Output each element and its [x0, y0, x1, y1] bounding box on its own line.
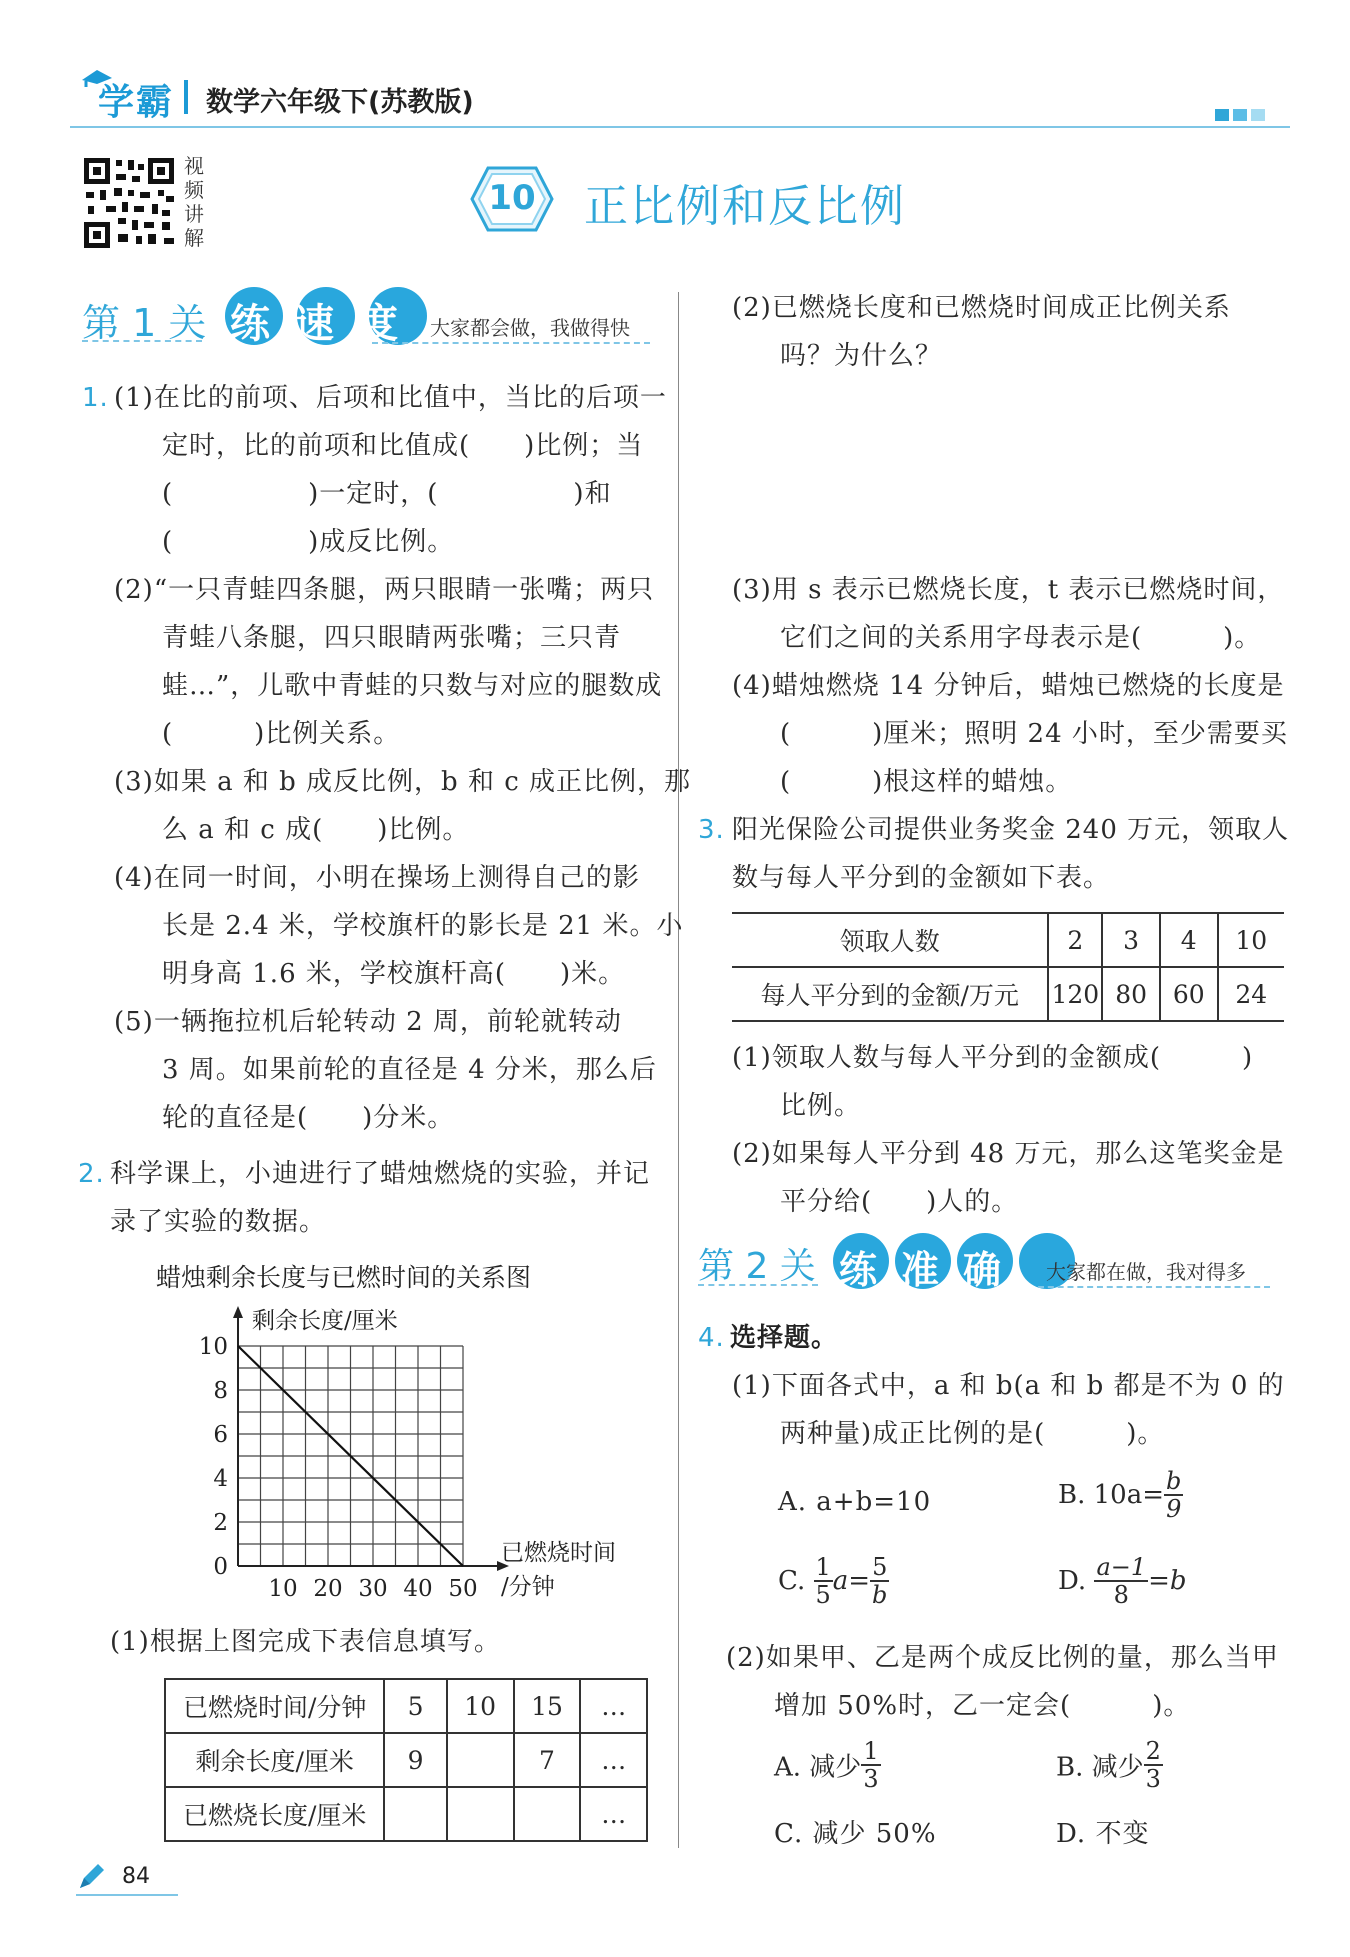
- level1-slogan: 大家都会做，我做得快: [430, 316, 630, 340]
- fraction-numerator: b: [1166, 1467, 1182, 1495]
- x-tick-label: 30: [358, 1576, 388, 1602]
- q3-intro-line: 数与每人平分到的金额如下表。: [732, 863, 1111, 893]
- book-title: 数学六年级下(苏教版): [206, 87, 474, 118]
- level1-name: 练速度: [230, 301, 422, 347]
- x-tick-label: 10: [268, 1576, 298, 1602]
- q4-sub1-line: (1)下面各式中，a 和 b(a 和 b 都是不为 0 的: [732, 1371, 1285, 1401]
- q2-intro-line: 录了实验的数据。: [110, 1207, 327, 1237]
- q3-sub1-line: (1)领取人数与每人平分到的金额成( ): [732, 1043, 1254, 1073]
- table-cell: 10: [447, 1679, 514, 1733]
- unit-title: 正比例和反比例: [584, 181, 906, 232]
- level2-name: 练准确率: [839, 1248, 1026, 1347]
- header-underline: [70, 126, 1290, 128]
- pencil-icon: [76, 1862, 106, 1892]
- fraction-denominator: b: [872, 1581, 888, 1609]
- q4-number: 4.: [698, 1323, 725, 1353]
- q2-sub3-line: 它们之间的关系用字母表示是( )。: [780, 623, 1262, 653]
- level1-badge: [222, 286, 458, 346]
- table-cell: 9: [384, 1733, 446, 1787]
- y-tick-label: 8: [213, 1378, 228, 1404]
- option-d-prefix: D.: [1058, 1566, 1087, 1596]
- q3-sub2-line: 平分给( )人的。: [780, 1187, 1019, 1217]
- q2-sub2-line: 吗？为什么？: [780, 341, 943, 371]
- column-divider: [678, 292, 679, 1848]
- table-cell: 5: [384, 1679, 446, 1733]
- table-cell: 120: [1048, 967, 1102, 1021]
- q1-p5-line: (5)一辆拖拉机后轮转动 2 周，前轮就转动: [114, 1007, 622, 1037]
- q4-option-b: [1058, 1468, 1183, 1522]
- fraction-numerator: 1: [815, 1553, 831, 1581]
- q1-p2-line: 蛙…”，儿歌中青蛙的只数与对应的腿数成: [162, 671, 663, 701]
- table-cell: [514, 1787, 581, 1841]
- table-cell: [447, 1787, 514, 1841]
- q2-sub3-line: (3)用 s 表示已燃烧长度，t 表示已燃烧时间，: [732, 575, 1285, 605]
- q1-p3-line: 么 a 和 c 成( )比例。: [162, 815, 470, 845]
- table-cell: …: [580, 1787, 647, 1841]
- q4-title: 选择题。: [730, 1323, 839, 1353]
- q4-option2-d: D. 不变: [1056, 1819, 1150, 1849]
- q1-p1-line: ( )一定时，( )和: [162, 479, 612, 509]
- x-axis-label: 已燃烧时间: [501, 1540, 616, 1566]
- q4-sub1-line: 两种量)成正比例的是( )。: [780, 1419, 1165, 1449]
- table-cell: [447, 1733, 514, 1787]
- level1-header: [82, 286, 662, 352]
- q1-p1-line: ( )成反比例。: [162, 527, 455, 557]
- table-row: [165, 1679, 647, 1733]
- q4-sub2-line: (2)如果甲、乙是两个成反比例的量，那么当甲: [726, 1643, 1279, 1673]
- table-cell: …: [580, 1679, 647, 1733]
- table-row: [165, 1733, 647, 1787]
- fraction-denominator: 5: [815, 1581, 831, 1609]
- fraction-denominator: 8: [1113, 1581, 1129, 1609]
- q1-number: 1.: [82, 383, 109, 413]
- qr-caption: [184, 154, 210, 250]
- q4-option-c: [778, 1554, 889, 1608]
- footer-underline: [76, 1894, 178, 1896]
- q1-p5-line: 轮的直径是( )分米。: [162, 1103, 455, 1133]
- q4-option2-a: [774, 1738, 881, 1792]
- option-a-prefix: A. 减少: [774, 1752, 862, 1783]
- table-cell: 每人平分到的金额/万元: [732, 967, 1048, 1021]
- table-row: [732, 913, 1284, 967]
- q4-option2-b: [1056, 1738, 1163, 1792]
- q1-p1-line: (1)在比的前项、后项和比值中，当比的后项一: [114, 383, 667, 413]
- table-cell: 已燃烧长度/厘米: [165, 1787, 384, 1841]
- y-axis-label: 剩余长度/厘米: [252, 1308, 398, 1334]
- table-row: [732, 967, 1284, 1021]
- q2-number: 2.: [78, 1159, 105, 1189]
- fraction-denominator: 9: [1166, 1495, 1182, 1523]
- x-tick-label: 50: [448, 1576, 478, 1602]
- option-d-post: =b: [1148, 1566, 1187, 1596]
- header-divider: [184, 80, 188, 114]
- level1-prefix-underline: [82, 340, 202, 342]
- table-cell: 15: [514, 1679, 581, 1733]
- x-axis-label-unit: /分钟: [501, 1574, 555, 1600]
- y-tick-label: 4: [213, 1466, 228, 1492]
- q1-p5-line: 3 周。如果前轮的直径是 4 分米，那么后: [162, 1055, 657, 1085]
- level2-badge: [832, 1232, 1076, 1347]
- q4-option-a: A. a+b=10: [778, 1487, 932, 1517]
- y-tick-label: 6: [213, 1422, 228, 1448]
- logo-cap-icon: [80, 68, 114, 88]
- fraction-numerator: 1: [863, 1737, 879, 1765]
- y-tick-label: 0: [213, 1554, 228, 1580]
- page-number: 84: [122, 1864, 150, 1889]
- option-c-prefix: C.: [778, 1566, 806, 1596]
- level2-prefix-underline: [698, 1284, 818, 1286]
- level1-prefix: 第 1 关: [82, 301, 207, 345]
- q3-intro-line: 阳光保险公司提供业务奖金 240 万元，领取人: [732, 815, 1290, 845]
- option-b-prefix: B. 10a=: [1058, 1480, 1165, 1510]
- qr-caption-char: 讲: [184, 202, 204, 226]
- q1-p1-line: 定时，比的前项和比值成( )比例；当: [162, 431, 644, 461]
- y-tick-label: 10: [198, 1334, 228, 1360]
- candle-chart: [190, 1296, 630, 1606]
- table-cell: 2: [1048, 913, 1102, 967]
- q4-option-d: [1058, 1554, 1187, 1608]
- fraction-numerator: 2: [1145, 1737, 1161, 1765]
- q1-p2-line: 青蛙八条腿，四只眼睛两张嘴；三只青: [162, 623, 622, 653]
- table-cell: 领取人数: [732, 913, 1048, 967]
- q2-table: [164, 1678, 648, 1842]
- fraction-numerator: a−1: [1096, 1553, 1147, 1581]
- q2-sub4-line: ( )厘米；照明 24 小时，至少需要买: [780, 719, 1288, 749]
- qr-code[interactable]: [82, 156, 176, 250]
- table-cell: 已燃烧时间/分钟: [165, 1679, 384, 1733]
- header: [70, 62, 1290, 128]
- y-tick-label: 2: [213, 1510, 228, 1536]
- qr-caption-char: 视: [184, 154, 204, 178]
- table-cell: 7: [514, 1733, 581, 1787]
- table-cell: 10: [1218, 913, 1284, 967]
- logo: 学霸: [98, 82, 175, 123]
- chart-title: 蜡烛剩余长度与已燃时间的关系图: [156, 1263, 532, 1292]
- y-axis-arrow-icon: [233, 1306, 243, 1318]
- table-cell: [384, 1787, 446, 1841]
- level2-slogan: 大家都在做，我对得多: [1046, 1260, 1246, 1284]
- q1-p3-line: (3)如果 a 和 b 成反比例，b 和 c 成正比例，那: [114, 767, 692, 797]
- table-cell: 60: [1160, 967, 1218, 1021]
- q4-option2-c: C. 减少 50%: [774, 1819, 937, 1849]
- table-cell: …: [580, 1733, 647, 1787]
- option-c-mid: a=: [832, 1566, 871, 1596]
- x-tick-label: 40: [403, 1576, 433, 1602]
- table-cell: 3: [1102, 913, 1160, 967]
- q3-number: 3.: [698, 815, 725, 845]
- level2-slogan-underline: [1038, 1286, 1270, 1288]
- q2-sub4-line: (4)蜡烛燃烧 14 分钟后，蜡烛已燃烧的长度是: [732, 671, 1285, 701]
- q2-sub2-line: (2)已燃烧长度和已燃烧时间成正比例关系: [732, 293, 1231, 323]
- q3-table: [732, 912, 1284, 1022]
- header-dots: [1215, 106, 1265, 125]
- q3-sub1-line: 比例。: [780, 1091, 862, 1121]
- q1-p4-line: (4)在同一时间，小明在操场上测得自己的影: [114, 863, 640, 893]
- table-cell: 80: [1102, 967, 1160, 1021]
- unit-number: 10: [488, 178, 536, 218]
- q1-p2-line: (2)“一只青蛙四条腿，两只眼睛一张嘴；两只: [114, 575, 655, 605]
- qr-caption-char: 解: [184, 226, 204, 250]
- q1-p4-line: 长是 2.4 米，学校旗杆的影长是 21 米。小: [162, 911, 684, 941]
- option-b-prefix: B. 减少: [1056, 1752, 1144, 1783]
- q2-sub4-line: ( )根这样的蜡烛。: [780, 767, 1073, 797]
- table-cell: 4: [1160, 913, 1218, 967]
- table-cell: 剩余长度/厘米: [165, 1733, 384, 1787]
- q4-sub2-line: 增加 50%时，乙一定会( )。: [774, 1691, 1191, 1721]
- q2-intro-line: 科学课上，小迪进行了蜡烛燃烧的实验，并记: [110, 1159, 651, 1189]
- qr-caption-char: 频: [184, 178, 204, 202]
- unit-badge: [470, 166, 554, 232]
- table-row: [165, 1787, 647, 1841]
- level2-prefix: 第 2 关: [698, 1246, 816, 1287]
- fraction-numerator: 5: [872, 1553, 888, 1581]
- level1-slogan-underline: [372, 342, 650, 344]
- q1-p2-line: ( )比例关系。: [162, 719, 401, 749]
- x-tick-label: 20: [313, 1576, 343, 1602]
- q3-sub2-line: (2)如果每人平分到 48 万元，那么这笔奖金是: [732, 1139, 1285, 1169]
- fraction-denominator: 3: [1145, 1765, 1161, 1793]
- table-cell: 24: [1218, 967, 1284, 1021]
- fraction-denominator: 3: [863, 1765, 879, 1793]
- q2-sub1: (1)根据上图完成下表信息填写。: [110, 1627, 501, 1657]
- q1-p4-line: 明身高 1.6 米，学校旗杆高( )米。: [162, 959, 626, 989]
